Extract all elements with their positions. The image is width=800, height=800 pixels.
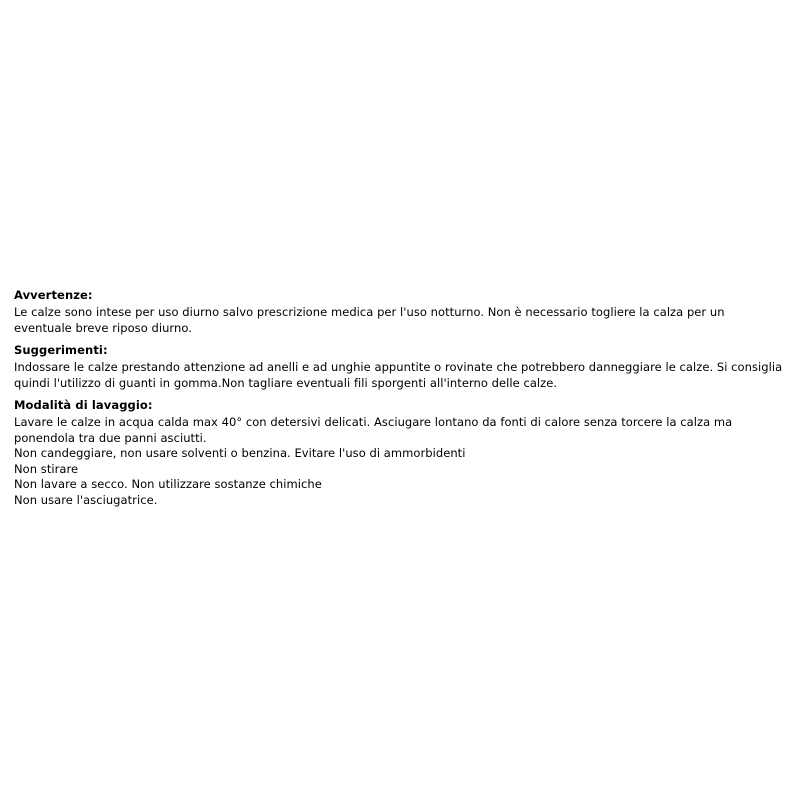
section-avvertenze [14,288,786,336]
section-suggerimenti [14,343,786,391]
section-paragraph-lavaggio-4: Non lavare a secco. Non utilizzare sostanze chimiche [14,477,322,491]
section-paragraph-avvertenze-1: Le calze sono intese per uso diurno salvo prescrizione medica per l'uso notturno. Non è necessario togliere la calza per un eventuale breve riposo diurno. [14,305,729,335]
section-heading-suggerimenti: Suggerimenti: [14,343,108,357]
section-paragraph-lavaggio-5: Non usare l'asciugatrice. [14,492,158,507]
document-content [14,288,786,508]
section-heading-avvertenze: Avvertenze: [14,288,93,302]
section-paragraph-lavaggio-3: Non stirare [14,461,79,476]
section-paragraph-suggerimenti-1: Indossare le calze prestando attenzione ad anelli e ad unghie appuntite o rovinate che potrebbero danneggiare le calze. Si consiglia quindi l'utilizzo di guanti in gomma.Non tagliare eventuali fili sporgenti all'interno delle calze. [14,360,786,390]
section-heading-modalita-di-lavaggio: Modalità di lavaggio: [14,398,153,412]
section-modalita-di-lavaggio [14,398,786,508]
section-paragraph-lavaggio-2: Non candeggiare, non usare solventi o benzina. Evitare l'uso di ammorbidenti [14,446,466,460]
section-paragraph-lavaggio-1: Lavare le calze in acqua calda max 40° con detersivi delicati. Asciugare lontano da fonti di calore senza torcere la calza ma ponendola tra due panni asciutti. [14,415,736,445]
